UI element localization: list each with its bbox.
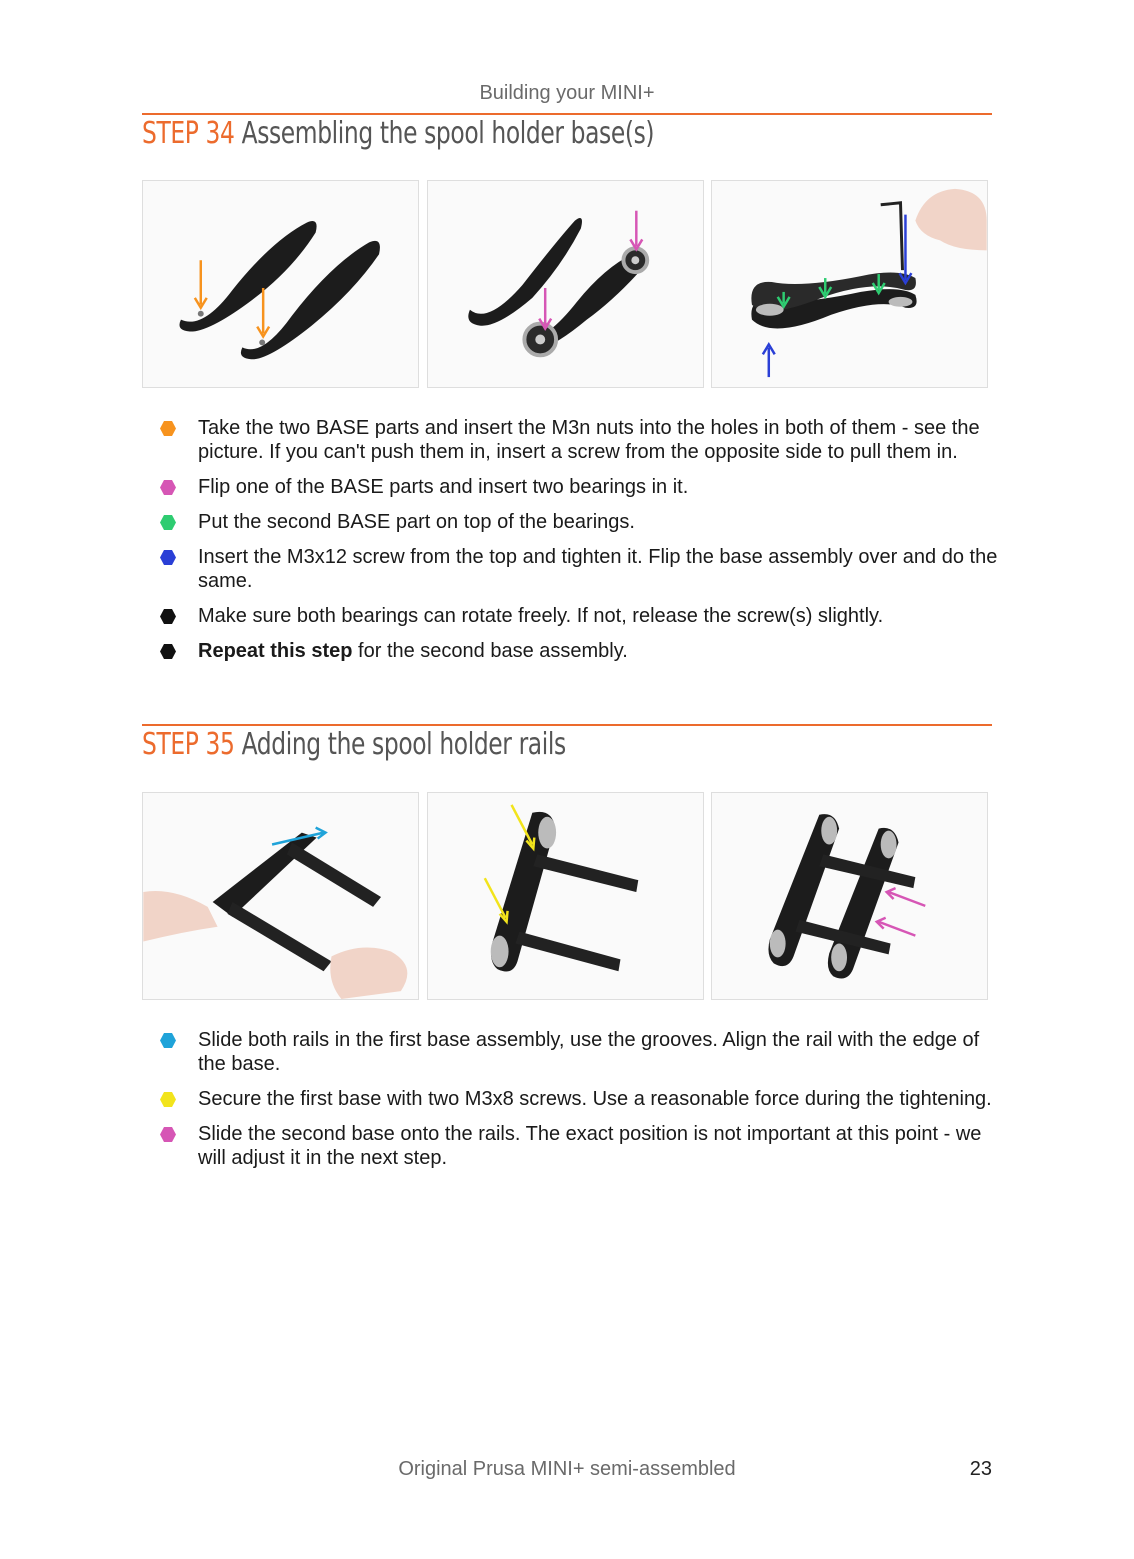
list-item: Slide both rails in the first base assembly, use the grooves. Align the rail with the edge of the base. [160,1028,1000,1076]
step-number: STEP 34 [142,116,235,151]
list-item: Flip one of the BASE parts and insert two bearings in it. [160,475,1000,499]
step-34-instructions [160,416,1000,674]
list-item: Slide the second base onto the rails. The exact position is not important at this point - we will adjust it in the next step. [160,1122,1000,1170]
base-parts-nuts-photo [143,181,418,387]
list-item: Insert the M3x12 screw from the top and tighten it. Flip the base assembly over and do the same. [160,545,1000,593]
step-35-image-2 [427,792,704,1000]
magenta-hexagon-icon [160,480,176,495]
base-assembly-screw-photo [712,181,987,387]
step-title: Assembling the spool holder base(s) [241,116,655,151]
step-35-instructions [160,1028,1000,1181]
step-35-heading [142,727,566,762]
yellow-hexagon-icon [160,1092,176,1107]
rails-slide-photo [143,793,418,999]
blue-hexagon-icon [160,550,176,565]
list-item: Secure the first base with two M3x8 screws. Use a reasonable force during the tightening. [160,1087,1000,1111]
footer-document-title: Original Prusa MINI+ semi-assembled [398,1458,736,1480]
cyan-hexagon-icon [160,1033,176,1048]
step-title: Adding the spool holder rails [241,727,566,762]
list-item: Take the two BASE parts and insert the M3n nuts into the holes in both of them - see the picture. If you can't push them in, insert a screw from the opposite side to pull them in. [160,416,1000,464]
green-hexagon-icon [160,515,176,530]
step-number: STEP 35 [142,727,235,762]
second-base-photo [712,793,987,999]
step-35-image-1 [142,792,419,1000]
step-34-image-3 [711,180,988,388]
step-34-image-2 [427,180,704,388]
magenta-hexagon-icon [160,1127,176,1142]
section-divider [142,724,992,726]
page-number: 23 [969,1458,992,1480]
list-item: Repeat this step for the second base assembly. [160,639,1000,663]
base-bearings-photo [428,181,703,387]
step-34-image-1 [142,180,419,388]
list-item: Put the second BASE part on top of the bearings. [160,510,1000,534]
step-34-heading [142,116,654,151]
section-divider [142,113,992,115]
step-35-image-3 [711,792,988,1000]
rails-screws-photo [428,793,703,999]
list-item: Make sure both bearings can rotate freely. If not, release the screw(s) slightly. [160,604,1000,628]
running-header: Building your MINI+ [479,82,655,104]
black-hexagon-icon [160,644,176,659]
orange-hexagon-icon [160,421,176,436]
black-hexagon-icon [160,609,176,624]
